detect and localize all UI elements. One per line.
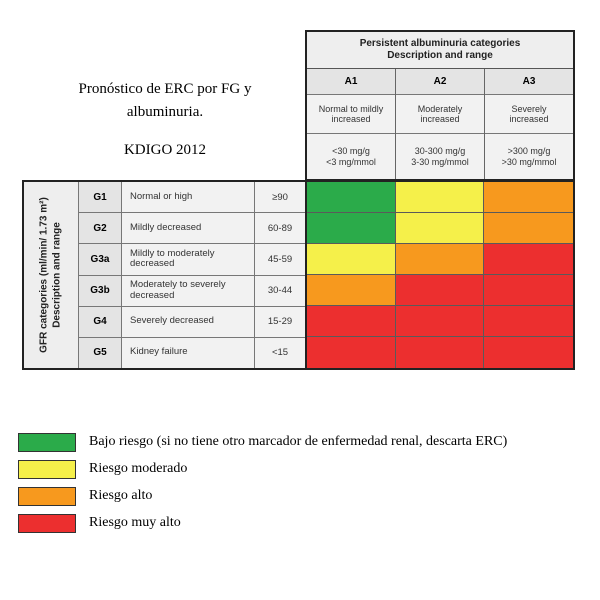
legend-swatch: [18, 433, 76, 452]
gfr-range: 45-59: [255, 244, 305, 274]
gfr-code: G2: [79, 213, 122, 243]
risk-cell-g3a-a2: [396, 244, 485, 275]
gfr-row-g3a: [79, 244, 305, 275]
albuminuria-code: A2: [396, 69, 484, 95]
albuminuria-col-a1: [307, 69, 396, 179]
gfr-categories: [22, 180, 305, 370]
legend-item-moderate: [18, 459, 507, 479]
gfr-desc: Kidney failure: [122, 338, 255, 368]
albuminuria-desc: Normal to mildly increased: [307, 95, 395, 134]
albuminuria-range: 30-300 mg/g 3-30 mg/mmol: [396, 134, 484, 179]
gfr-label-line1: GFR categories (ml/min/ 1.73 m²): [38, 197, 50, 353]
gfr-row-g4: [79, 307, 305, 338]
legend-item-low: [18, 432, 507, 452]
gfr-range: <15: [255, 338, 305, 368]
risk-heatmap: [305, 180, 575, 370]
gfr-code: G4: [79, 307, 122, 337]
albuminuria-header-line1: Persistent albuminuria categories: [359, 37, 521, 49]
gfr-code: G5: [79, 338, 122, 368]
risk-cell-g1-a1: [307, 182, 396, 213]
risk-cell-g4-a1: [307, 306, 396, 337]
gfr-axis-label: [24, 182, 79, 368]
risk-cell-g3b-a1: [307, 275, 396, 306]
gfr-row-g5: [79, 338, 305, 368]
risk-cell-g3a-a3: [484, 244, 573, 275]
gfr-range: 30-44: [255, 276, 305, 306]
albuminuria-header: [305, 30, 575, 180]
legend-label: Riesgo muy alto: [89, 515, 181, 530]
risk-cell-g5-a2: [396, 337, 485, 368]
risk-cell-g2-a2: [396, 213, 485, 244]
gfr-desc: Mildly decreased: [122, 213, 255, 243]
risk-cell-g1-a3: [484, 182, 573, 213]
gfr-code: G3b: [79, 276, 122, 306]
gfr-label-line2: Description and range: [51, 222, 62, 328]
figure-title: [40, 78, 290, 162]
legend-item-very-high: [18, 513, 507, 533]
gfr-range: 60-89: [255, 213, 305, 243]
gfr-code: G1: [79, 182, 122, 212]
legend: [18, 432, 507, 540]
legend-label: Riesgo alto: [89, 488, 153, 503]
title-subtitle: KDIGO 2012: [123, 141, 207, 158]
albuminuria-range: >300 mg/g >30 mg/mmol: [485, 134, 573, 179]
gfr-desc: Severely decreased: [122, 307, 255, 337]
risk-cell-g3a-a1: [307, 244, 396, 275]
risk-cell-g3b-a2: [396, 275, 485, 306]
legend-swatch: [18, 514, 76, 533]
albuminuria-code: A3: [485, 69, 573, 95]
legend-label: Bajo riesgo (si no tiene otro marcador de enfermedad renal, descarta ERC): [89, 434, 508, 449]
legend-swatch: [18, 487, 76, 506]
risk-cell-g4-a2: [396, 306, 485, 337]
albuminuria-header-title: [307, 32, 573, 69]
risk-cell-g3b-a3: [484, 275, 573, 306]
albuminuria-desc: Severely increased: [485, 95, 573, 134]
gfr-range: ≥90: [255, 182, 305, 212]
legend-swatch: [18, 460, 76, 479]
gfr-desc: Moderately to severely decreased: [122, 276, 255, 306]
risk-cell-g2-a3: [484, 213, 573, 244]
gfr-desc: Mildly to moderately decreased: [122, 244, 255, 274]
albuminuria-header-line2: Description and range: [387, 50, 493, 61]
gfr-row-g3b: [79, 276, 305, 307]
title-line-1: Pronóstico de ERC por FG y: [78, 81, 252, 97]
gfr-row-g2: [79, 213, 305, 244]
risk-cell-g2-a1: [307, 213, 396, 244]
title-line-2: albuminuria.: [126, 104, 204, 121]
gfr-range: 15-29: [255, 307, 305, 337]
risk-cell-g5-a1: [307, 337, 396, 368]
gfr-row-g1: [79, 182, 305, 213]
albuminuria-range: <30 mg/g <3 mg/mmol: [307, 134, 395, 179]
risk-cell-g5-a3: [484, 337, 573, 368]
risk-cell-g4-a3: [484, 306, 573, 337]
legend-label: Riesgo moderado: [89, 461, 188, 476]
legend-item-high: [18, 486, 507, 506]
albuminuria-col-a3: [485, 69, 573, 179]
gfr-code: G3a: [79, 244, 122, 274]
gfr-desc: Normal or high: [122, 182, 255, 212]
albuminuria-desc: Moderately increased: [396, 95, 484, 134]
risk-cell-g1-a2: [396, 182, 485, 213]
albuminuria-code: A1: [307, 69, 395, 95]
albuminuria-col-a2: [396, 69, 485, 179]
